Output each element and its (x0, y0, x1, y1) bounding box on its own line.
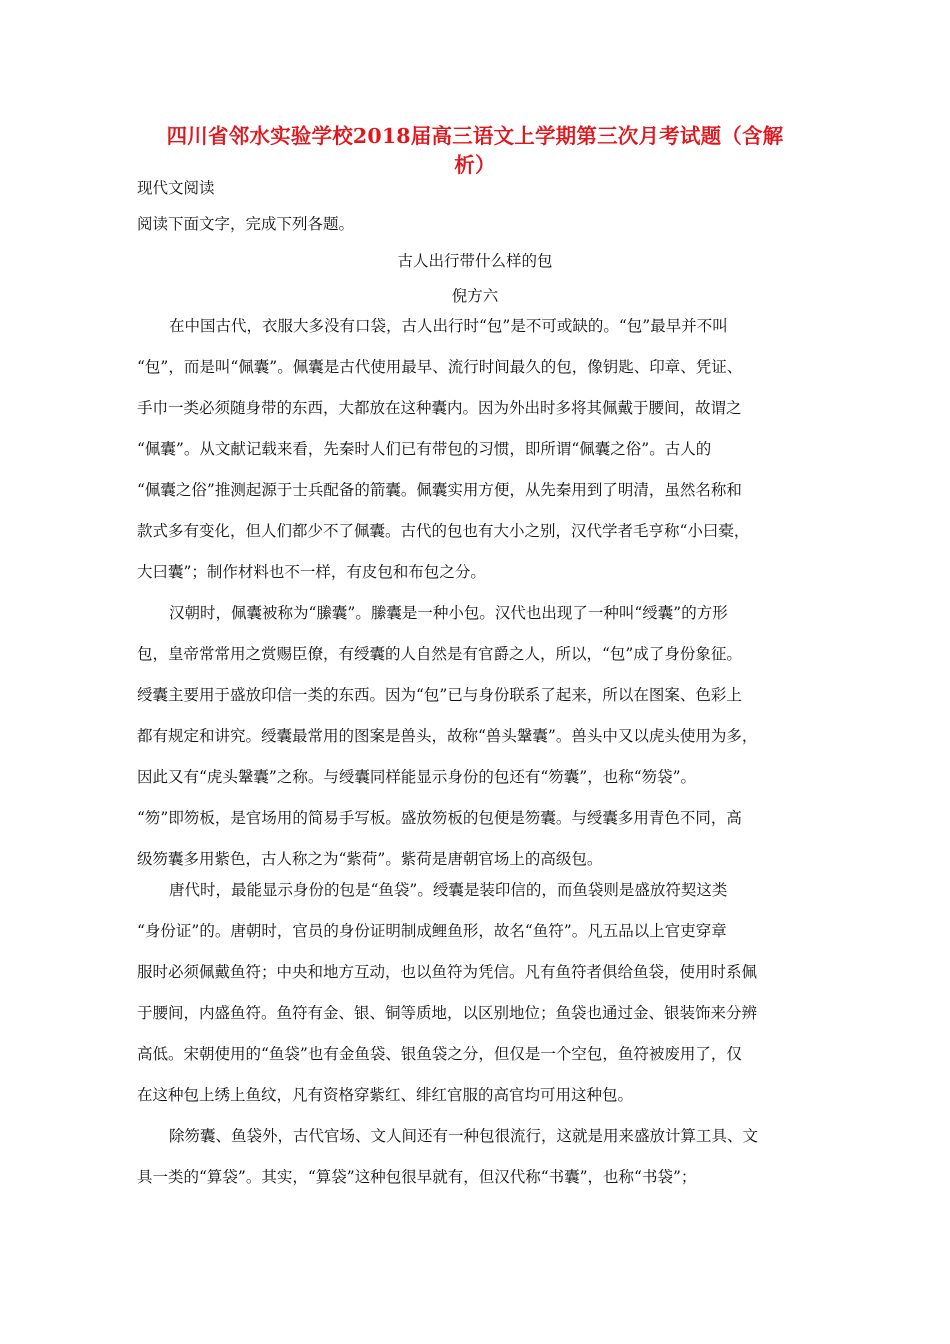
paragraph-line: 高低。宋朝使用的“鱼袋”也有金鱼袋、银鱼袋之分，但仅是一个空包，鱼符被废用了，仅 (137, 1045, 742, 1063)
paragraph-line: “佩囊之俗”推测起源于士兵配备的箭囊。佩囊实用方便，从先秦用到了明清，虽然名称和 (137, 481, 742, 499)
paragraph-line: 汉朝时，佩囊被称为“縢囊”。縢囊是一种小包。汉代也出现了一种叫“绶囊”的方形 (169, 604, 728, 622)
document-title-line-2: 析） (454, 153, 496, 177)
paragraph-line: 绶囊主要用于盛放印信一类的东西。因为“包”已与身份联系了起来，所以在图案、色彩上 (137, 686, 742, 704)
paragraph-line: 服时必须佩戴鱼符；中央和地方互动，也以鱼符为凭信。凡有鱼符者俱给鱼袋，使用时系佩 (137, 963, 758, 981)
paragraph-line: “身份证”的。唐朝时，官员的身份证明制成鲤鱼形，故名“鱼符”。凡五品以上官吏穿章 (137, 922, 727, 940)
instruction-text: 阅读下面文字，完成下列各题。 (137, 215, 355, 233)
section-label: 现代文阅读 (137, 179, 215, 197)
paragraph-line: “包”，而是叫“佩囊”。佩囊是古代使用最早、流行时间最久的包，像钥匙、印章、凭证、 (137, 358, 743, 376)
paragraph-line: 手巾一类必须随身带的东西，大都放在这种囊内。因为外出时多将其佩戴于腰间，故谓之 (137, 399, 742, 417)
article-author: 倪方六 (451, 287, 499, 305)
article-title: 古人出行带什么样的包 (397, 252, 553, 270)
paragraph-line: 在这种包上绣上鱼纹，凡有资格穿紫红、绯红官服的高官均可用这种包。 (137, 1086, 634, 1104)
paragraph-line: 具一类的“算袋”。其实，“算袋”这种包很早就有，但汉代称“书囊”，也称“书袋”； (137, 1168, 697, 1186)
paragraph-4 (137, 1116, 827, 1198)
paragraph-line: 在中国古代，衣服大多没有口袋，古人出行时“包”是不可或缺的。“包”最早并不叫 (169, 317, 728, 335)
paragraph-line: 因此又有“虎头鞶囊”之称。与绶囊同样能显示身份的包还有“笏囊”，也称“笏袋”。 (137, 768, 697, 786)
paragraph-line: 于腰间，内盛鱼符。鱼符有金、银、铜等质地，以区别地位；鱼袋也通过金、银装饰来分辨 (137, 1004, 758, 1022)
paragraph-2 (137, 593, 827, 880)
paragraph-line: 款式多有变化，但人们都少不了佩囊。古代的包也有大小之别，汉代学者毛亨称“小曰橐， (137, 522, 750, 540)
paragraph-3 (137, 870, 827, 1116)
document-title (130, 122, 820, 180)
document-title-line-1: 四川省邻水实验学校2018届高三语文上学期第三次月考试题（含解 (166, 124, 784, 148)
paragraph-line: 级笏囊多用紫色，古人称之为“紫荷”。紫荷是唐朝官场上的高级包。 (137, 850, 603, 868)
paragraph-1 (137, 306, 827, 593)
paragraph-line: “佩囊”。从文献记载来看，先秦时人们已有带包的习惯，即所谓“佩囊之俗”。古人的 (137, 440, 712, 458)
paragraph-line: 唐代时，最能显示身份的包是“鱼袋”。绶囊是装印信的，而鱼袋则是盛放符契这类 (169, 881, 728, 899)
paragraph-line: 包，皇帝常常用之赏赐臣僚，有绶囊的人自然是有官爵之人，所以，“包”成了身份象征。 (137, 645, 742, 663)
paragraph-line: 大曰囊”；制作材料也不一样，有皮包和布包之分。 (137, 563, 486, 581)
paragraph-line: 除笏囊、鱼袋外，古代官场、文人间还有一种包很流行，这就是用来盛放计算工具、文 (169, 1127, 759, 1145)
paragraph-line: 都有规定和讲究。绶囊最常用的图案是兽头，故称“兽头鞶囊”。兽头中又以虎头使用为多， (137, 727, 758, 745)
paragraph-line: “笏”即笏板，是官场用的简易手写板。盛放笏板的包便是笏囊。与绶囊多用青色不同，高 (137, 809, 742, 827)
